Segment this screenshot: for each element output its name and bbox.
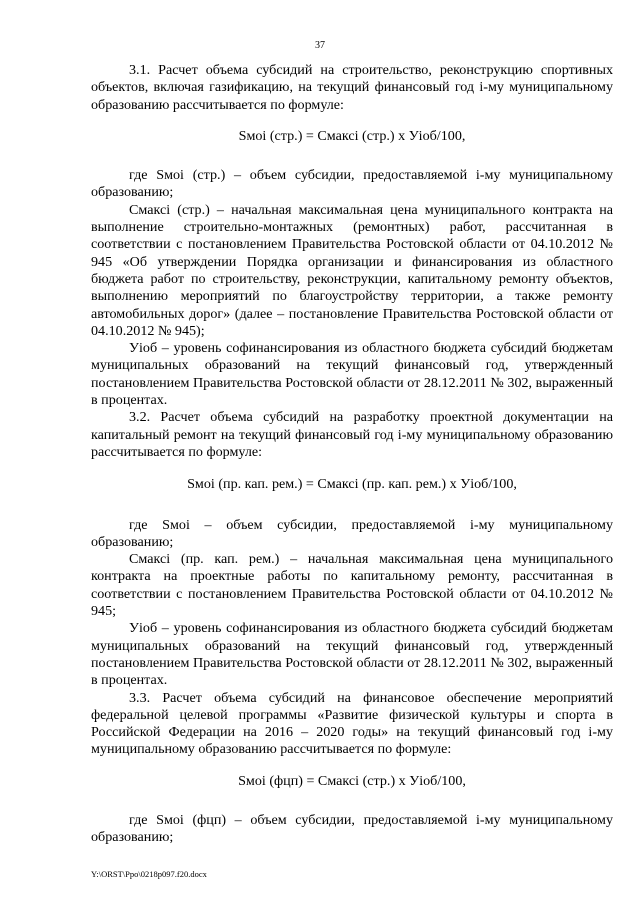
- paragraph-3-1-definition-c: Смаксi (стр.) – начальная максимальная цена муниципального контракта на выполнение строительно-монтажных (ремонтных) работ, рассчитанная в соответствии с постановлением Правительства Ростовской области от 04.10.2012 № 945 «Об утверждении Порядка организации и финансирования из областного бюджета работ по строительству, реконструкции, капитальному ремонту объектов, выполнению мероприятий по благоустройству территории, а также ремонту автомобильных дорог» (далее – постановление Правительства Ростовской области от 04.10.2012 № 945);: [91, 201, 613, 339]
- footer-file-path: Y:\ORST\Ppo\0218p097.f20.docx: [91, 869, 207, 879]
- paragraph-3-3-definition-s: где Sмоi (фцп) – объем субсидии, предоставляемой i-му муниципальному образованию;: [91, 811, 613, 846]
- paragraph-3-1-intro: 3.1. Расчет объема субсидий на строительство, реконструкцию спортивных объектов, включая газификацию, на текущий финансовый год i-му муниципальному образованию рассчитывается по формуле:: [91, 62, 613, 113]
- page-number: 37: [315, 40, 325, 51]
- paragraph-3-2-definition-y: Уioб – уровень софинансирования из областного бюджета субсидий бюджетам муниципальных образований на текущий финансовый год, утвержденный постановлением Правительства Ростовской области от 28.12.2011 № 302, выраженный в процентах.: [91, 620, 613, 689]
- formula-capital-repair: Sмоi (пр. кап. рем.) = Смаксi (пр. кап. рем.) х Уioб/100,: [187, 476, 517, 493]
- formula-federal-program: Sмоi (фцп) = Смаксi (стр.) х Уioб/100,: [238, 772, 466, 789]
- paragraph-3-2-definition-s: где Sмоi – объем субсидии, предоставляемой i-му муниципальному образованию;: [91, 516, 613, 550]
- document-body: [91, 62, 613, 847]
- paragraph-3-2-definition-c: Смаксi (пр. кап. рем.) – начальная максимальная цена муниципального контракта на проектные работы по капитальному ремонту, рассчитанная в соответствии с постановлением Правительства Ростовской области от 04.10.2012 № 945;: [91, 551, 613, 620]
- paragraph-3-2-intro: 3.2. Расчет объема субсидий на разработку проектной документации на капитальный ремонт на текущий финансовый год i-му муниципальному образованию рассчитывается по формуле:: [91, 409, 613, 460]
- paragraph-3-1-definition-y: Уioб – уровень софинансирования из областного бюджета субсидий бюджетам муниципальных образований на текущий финансовый год, утвержденный постановлением Правительства Ростовской области от 28.12.2011 № 302, выраженный в процентах.: [91, 340, 613, 409]
- paragraph-3-1-definition-s: где Sмоi (стр.) – объем субсидии, предоставляемой i-му муниципальному образованию;: [91, 167, 613, 201]
- formula-construction: Sмоi (стр.) = Смаксi (стр.) х Уioб/100,: [238, 127, 466, 144]
- paragraph-3-3-intro: 3.3. Расчет объема субсидий на финансовое обеспечение мероприятий федеральной целевой программы «Развитие физической культуры и спорта в Российской Федерации на 2016 – 2020 годы» на текущий финансовый год i-му муниципальному образованию рассчитывается по формуле:: [91, 689, 613, 758]
